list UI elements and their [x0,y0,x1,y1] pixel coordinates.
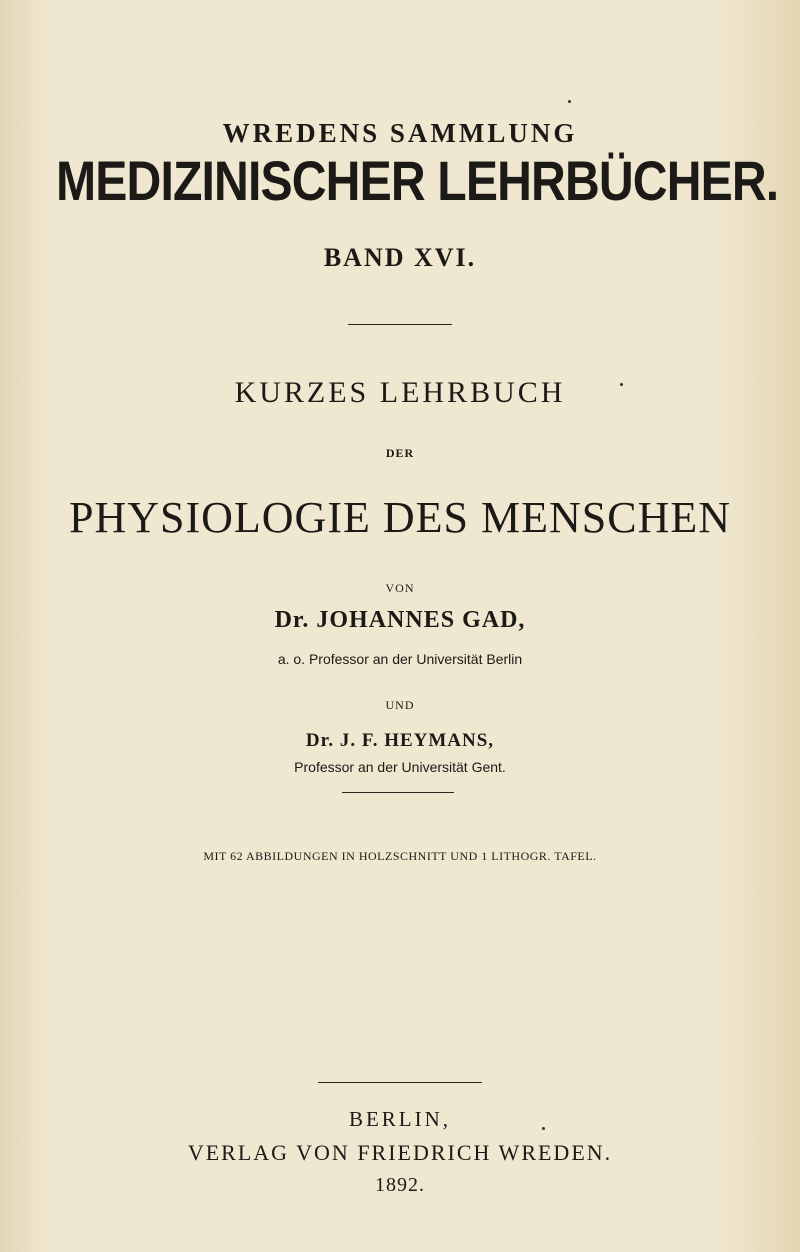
collection-title: MEDIZINISCHER LEHRBÜCHER. [56,149,779,212]
paper-speck [568,100,571,103]
book-title: PHYSIOLOGIE DES MENSCHEN [68,493,732,542]
author-one-name: JOHANNES GAD, [316,607,526,633]
author-one-title: Dr. [274,607,310,633]
author-one-affiliation: a. o. Professor an der Universität Berlin [277,651,523,667]
illustrations-note: MIT 62 ABBILDUNGEN IN HOLZSCHNITT UND 1 LITHOGR. TAFEL. [203,849,597,863]
paper-speck [620,383,623,386]
article-der: DER [385,446,415,460]
publisher-imprint: VERLAG VON FRIEDRICH WREDEN. [187,1140,613,1165]
divider-rule [348,324,452,325]
publication-year: 1892. [375,1174,425,1196]
divider-rule [342,792,454,793]
divider-rule [318,1082,482,1083]
publication-city: BERLIN, [348,1107,452,1131]
paper-speck [542,1127,545,1130]
volume-label: BAND XVI. [323,243,477,272]
author-one [0,607,800,634]
author-two: Dr. J. F. HEYMANS, [305,730,495,751]
author-two-affiliation: Professor an der Universität Gent. [294,759,506,775]
series-title: WREDENS SAMMLUNG [222,118,578,148]
byline-von: VON [385,581,415,595]
book-subtitle: KURZES LEHRBUCH [234,376,566,409]
conjunction-und: UND [385,698,415,712]
